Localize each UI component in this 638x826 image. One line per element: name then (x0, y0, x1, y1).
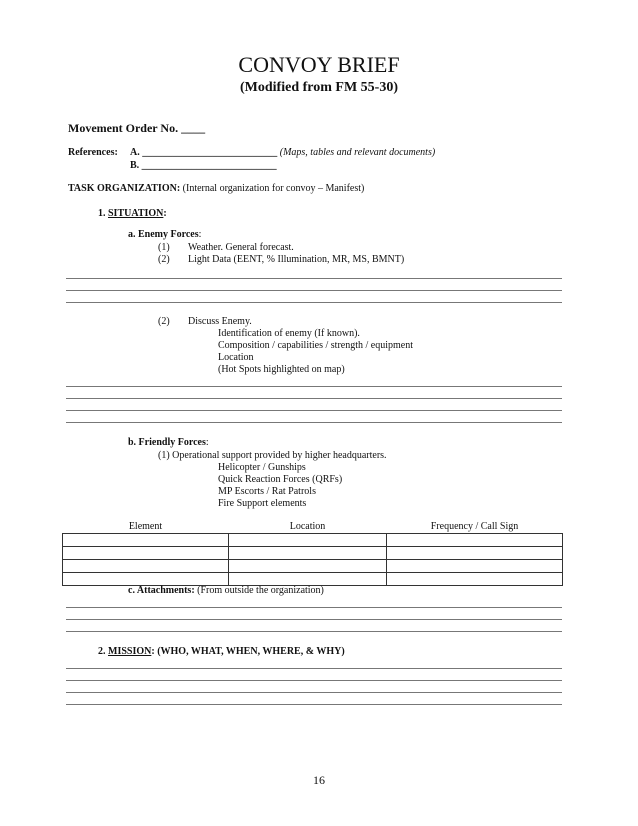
writing-line[interactable] (66, 422, 562, 423)
writing-line[interactable] (66, 410, 562, 411)
mission-heading (98, 646, 345, 657)
movement-order: Movement Order No. ____ (68, 121, 206, 135)
table-cell[interactable] (387, 534, 563, 547)
writing-line[interactable] (66, 607, 562, 608)
friendly-support-item: Quick Reaction Forces (QRFs) (218, 474, 343, 485)
writing-line[interactable] (66, 290, 562, 291)
table-cell[interactable] (387, 573, 563, 586)
enemy-forces-colon: : (198, 229, 202, 240)
task-organization-label: TASK ORGANIZATION: (68, 183, 181, 194)
page-number: 16 (313, 773, 325, 787)
table-cell[interactable] (63, 560, 229, 573)
friendly-item-1: (1) Operational support provided by higher headquarters. (158, 450, 387, 461)
situation-label: SITUATION (108, 208, 164, 219)
enemy-item-1-number: (1) (158, 242, 170, 253)
friendly-support-item: MP Escorts / Rat Patrols (218, 486, 316, 497)
table-cell[interactable] (63, 534, 229, 547)
discuss-enemy-number: (2) (158, 316, 170, 327)
page-subtitle: (Modified from FM 55-30) (240, 80, 398, 95)
task-organization (68, 183, 364, 194)
friendly-forces-colon: : (205, 437, 209, 448)
discuss-item: Location (218, 352, 254, 363)
table-cell[interactable] (229, 573, 387, 586)
friendly-support-item: Helicopter / Gunships (218, 462, 306, 473)
situation-number: 1. (98, 208, 106, 219)
column-header-location: Location (289, 521, 326, 532)
table-cell[interactable] (63, 573, 229, 586)
attachments-text: (From outside the organization) (197, 585, 324, 596)
page-title: CONVOY BRIEF (238, 52, 400, 77)
writing-line[interactable] (66, 278, 562, 279)
situation-colon: : (163, 208, 167, 219)
column-header-element: Element (128, 521, 163, 532)
table-cell[interactable] (229, 534, 387, 547)
discuss-item: Identification of enemy (If known). (218, 328, 360, 339)
attachments-label: c. Attachments: (128, 585, 195, 596)
table-row (63, 573, 563, 586)
table-row (63, 560, 563, 573)
enemy-item-2-text: Light Data (EENT, % Illumination, MR, MS, BMNT) (188, 254, 405, 265)
table-cell[interactable] (387, 547, 563, 560)
discuss-item: Composition / capabilities / strength / equipment (218, 340, 413, 351)
writing-line[interactable] (66, 680, 562, 681)
writing-line[interactable] (66, 386, 562, 387)
task-organization-text: (Internal organization for convoy – Manifest) (182, 183, 365, 194)
mission-label: MISSION (108, 646, 152, 657)
reference-b-line: B. ___________________________ (130, 160, 277, 171)
table-cell[interactable] (387, 560, 563, 573)
discuss-enemy-text: Discuss Enemy. (188, 316, 252, 327)
discuss-item: (Hot Spots highlighted on map) (218, 364, 345, 375)
references-label: References: (68, 147, 118, 158)
enemy-item-1-text: Weather. General forecast. (188, 242, 294, 253)
friendly-forces-label: b. Friendly Forces (128, 437, 206, 448)
enemy-item-2-number: (2) (158, 254, 170, 265)
writing-line[interactable] (66, 704, 562, 705)
writing-line[interactable] (66, 631, 562, 632)
friendly-forces-table (62, 521, 563, 586)
friendly-support-item: Fire Support elements (218, 498, 307, 509)
column-header-frequency: Frequency / Call Sign (430, 521, 519, 532)
writing-line[interactable] (66, 619, 562, 620)
table-cell[interactable] (229, 547, 387, 560)
writing-line[interactable] (66, 302, 562, 303)
table-row (63, 534, 563, 547)
mission-text: : (WHO, WHAT, WHEN, WHERE, & WHY) (151, 646, 345, 657)
enemy-forces-label: a. Enemy Forces (128, 229, 199, 240)
table-cell[interactable] (63, 547, 229, 560)
mission-number: 2. (98, 646, 106, 657)
situation-heading (98, 208, 167, 219)
writing-line[interactable] (66, 398, 562, 399)
reference-a-line: A. ___________________________ (130, 147, 278, 158)
table-cell[interactable] (229, 560, 387, 573)
reference-a (130, 147, 435, 158)
enemy-forces-heading (128, 229, 201, 240)
table-header-row (63, 521, 563, 534)
writing-line[interactable] (66, 692, 562, 693)
table-row (63, 547, 563, 560)
reference-a-note: (Maps, tables and relevant documents) (279, 147, 436, 158)
attachments-heading (128, 585, 324, 596)
writing-line[interactable] (66, 668, 562, 669)
friendly-forces-heading (128, 437, 209, 448)
